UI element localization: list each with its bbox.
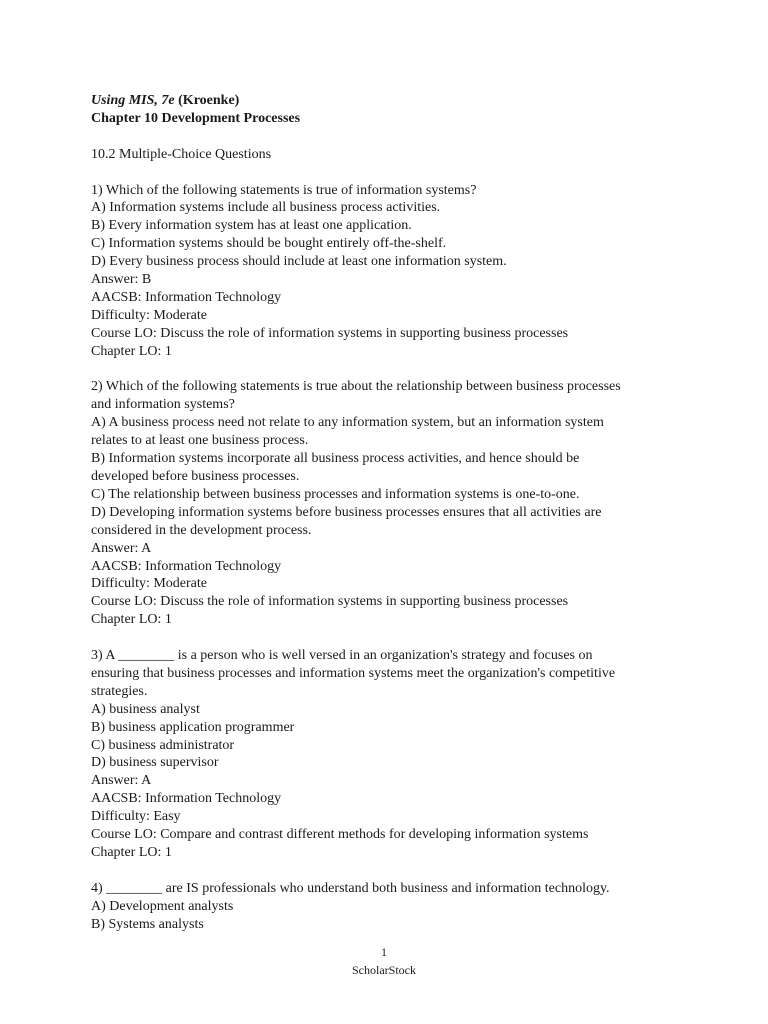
question-answer: Answer: A <box>91 540 152 556</box>
answer-option: B) Systems analysts <box>91 916 204 932</box>
answer-option: C) business administrator <box>91 737 235 753</box>
question-block <box>91 880 691 934</box>
question-course-lo: Course LO: Discuss the role of information systems in supporting business processes <box>91 325 569 341</box>
question-stem-line: 2) Which of the following statements is true about the relationship between business processes <box>91 379 621 395</box>
question-chapter-lo: Chapter LO: 1 <box>91 343 172 359</box>
answer-option: A) Development analysts <box>91 898 234 914</box>
question-aacsb: AACSB: Information Technology <box>91 558 282 574</box>
question-answer: Answer: A <box>91 773 152 789</box>
book-header <box>91 92 691 110</box>
answer-option: B) business application programmer <box>91 719 295 735</box>
document-page <box>91 92 691 934</box>
answer-option: D) Developing information systems before business processes ensures that all activities are <box>91 504 602 520</box>
question-difficulty: Difficulty: Moderate <box>91 576 207 592</box>
answer-option: D) Every business process should include at least one information system. <box>91 254 507 270</box>
answer-option: B) Information systems incorporate all business process activities, and hence should be <box>91 451 580 467</box>
answer-option: A) A business process need not relate to any information system, but an information system <box>91 415 604 431</box>
footer-brand: ScholarStock <box>352 963 416 977</box>
answer-option: C) The relationship between business processes and information systems is one-to-one. <box>91 486 580 502</box>
book-title: Using MIS, 7e <box>91 93 175 108</box>
answer-option: A) business analyst <box>91 701 200 717</box>
question-aacsb: AACSB: Information Technology <box>91 791 282 807</box>
question-stem-line: ensuring that business processes and information systems meet the organization's competitive <box>91 665 616 681</box>
question-chapter-lo: Chapter LO: 1 <box>91 845 172 860</box>
question-stem-line: 3) A ________ is a person who is well versed in an organization's strategy and focuses on <box>91 648 593 664</box>
answer-option: B) Every information system has at least one application. <box>91 218 412 234</box>
question-course-lo: Course LO: Discuss the role of information systems in supporting business processes <box>91 594 569 610</box>
book-author: (Kroenke) <box>178 93 240 108</box>
question-aacsb: AACSB: Information Technology <box>91 289 282 305</box>
section-heading: 10.2 Multiple-Choice Questions <box>91 146 272 162</box>
question-course-lo: Course LO: Compare and contrast different methods for developing information systems <box>91 827 589 843</box>
question-stem-line: strategies. <box>91 683 148 699</box>
question-block <box>91 182 691 361</box>
answer-option: C) Information systems should be bought entirely off-the-shelf. <box>91 236 447 252</box>
page-number: 1 <box>381 945 387 959</box>
question-stem-line: 1) Which of the following statements is true of information systems? <box>91 182 477 198</box>
answer-option: considered in the development process. <box>91 522 312 538</box>
question-block <box>91 647 691 862</box>
question-stem-line: and information systems? <box>91 397 235 413</box>
question-difficulty: Difficulty: Moderate <box>91 307 207 323</box>
question-answer: Answer: B <box>91 272 152 288</box>
answer-option: developed before business processes. <box>91 468 300 484</box>
question-list <box>91 182 691 934</box>
question-block <box>91 378 691 629</box>
chapter-title: Chapter 10 Development Processes <box>91 110 301 126</box>
answer-option: A) Information systems include all business process activities. <box>91 200 441 216</box>
question-stem-line: 4) ________ are IS professionals who understand both business and information technology. <box>91 880 610 896</box>
answer-option: relates to at least one business process. <box>91 433 309 449</box>
question-difficulty: Difficulty: Easy <box>91 809 181 825</box>
answer-option: D) business supervisor <box>91 755 219 771</box>
question-chapter-lo: Chapter LO: 1 <box>91 612 172 628</box>
